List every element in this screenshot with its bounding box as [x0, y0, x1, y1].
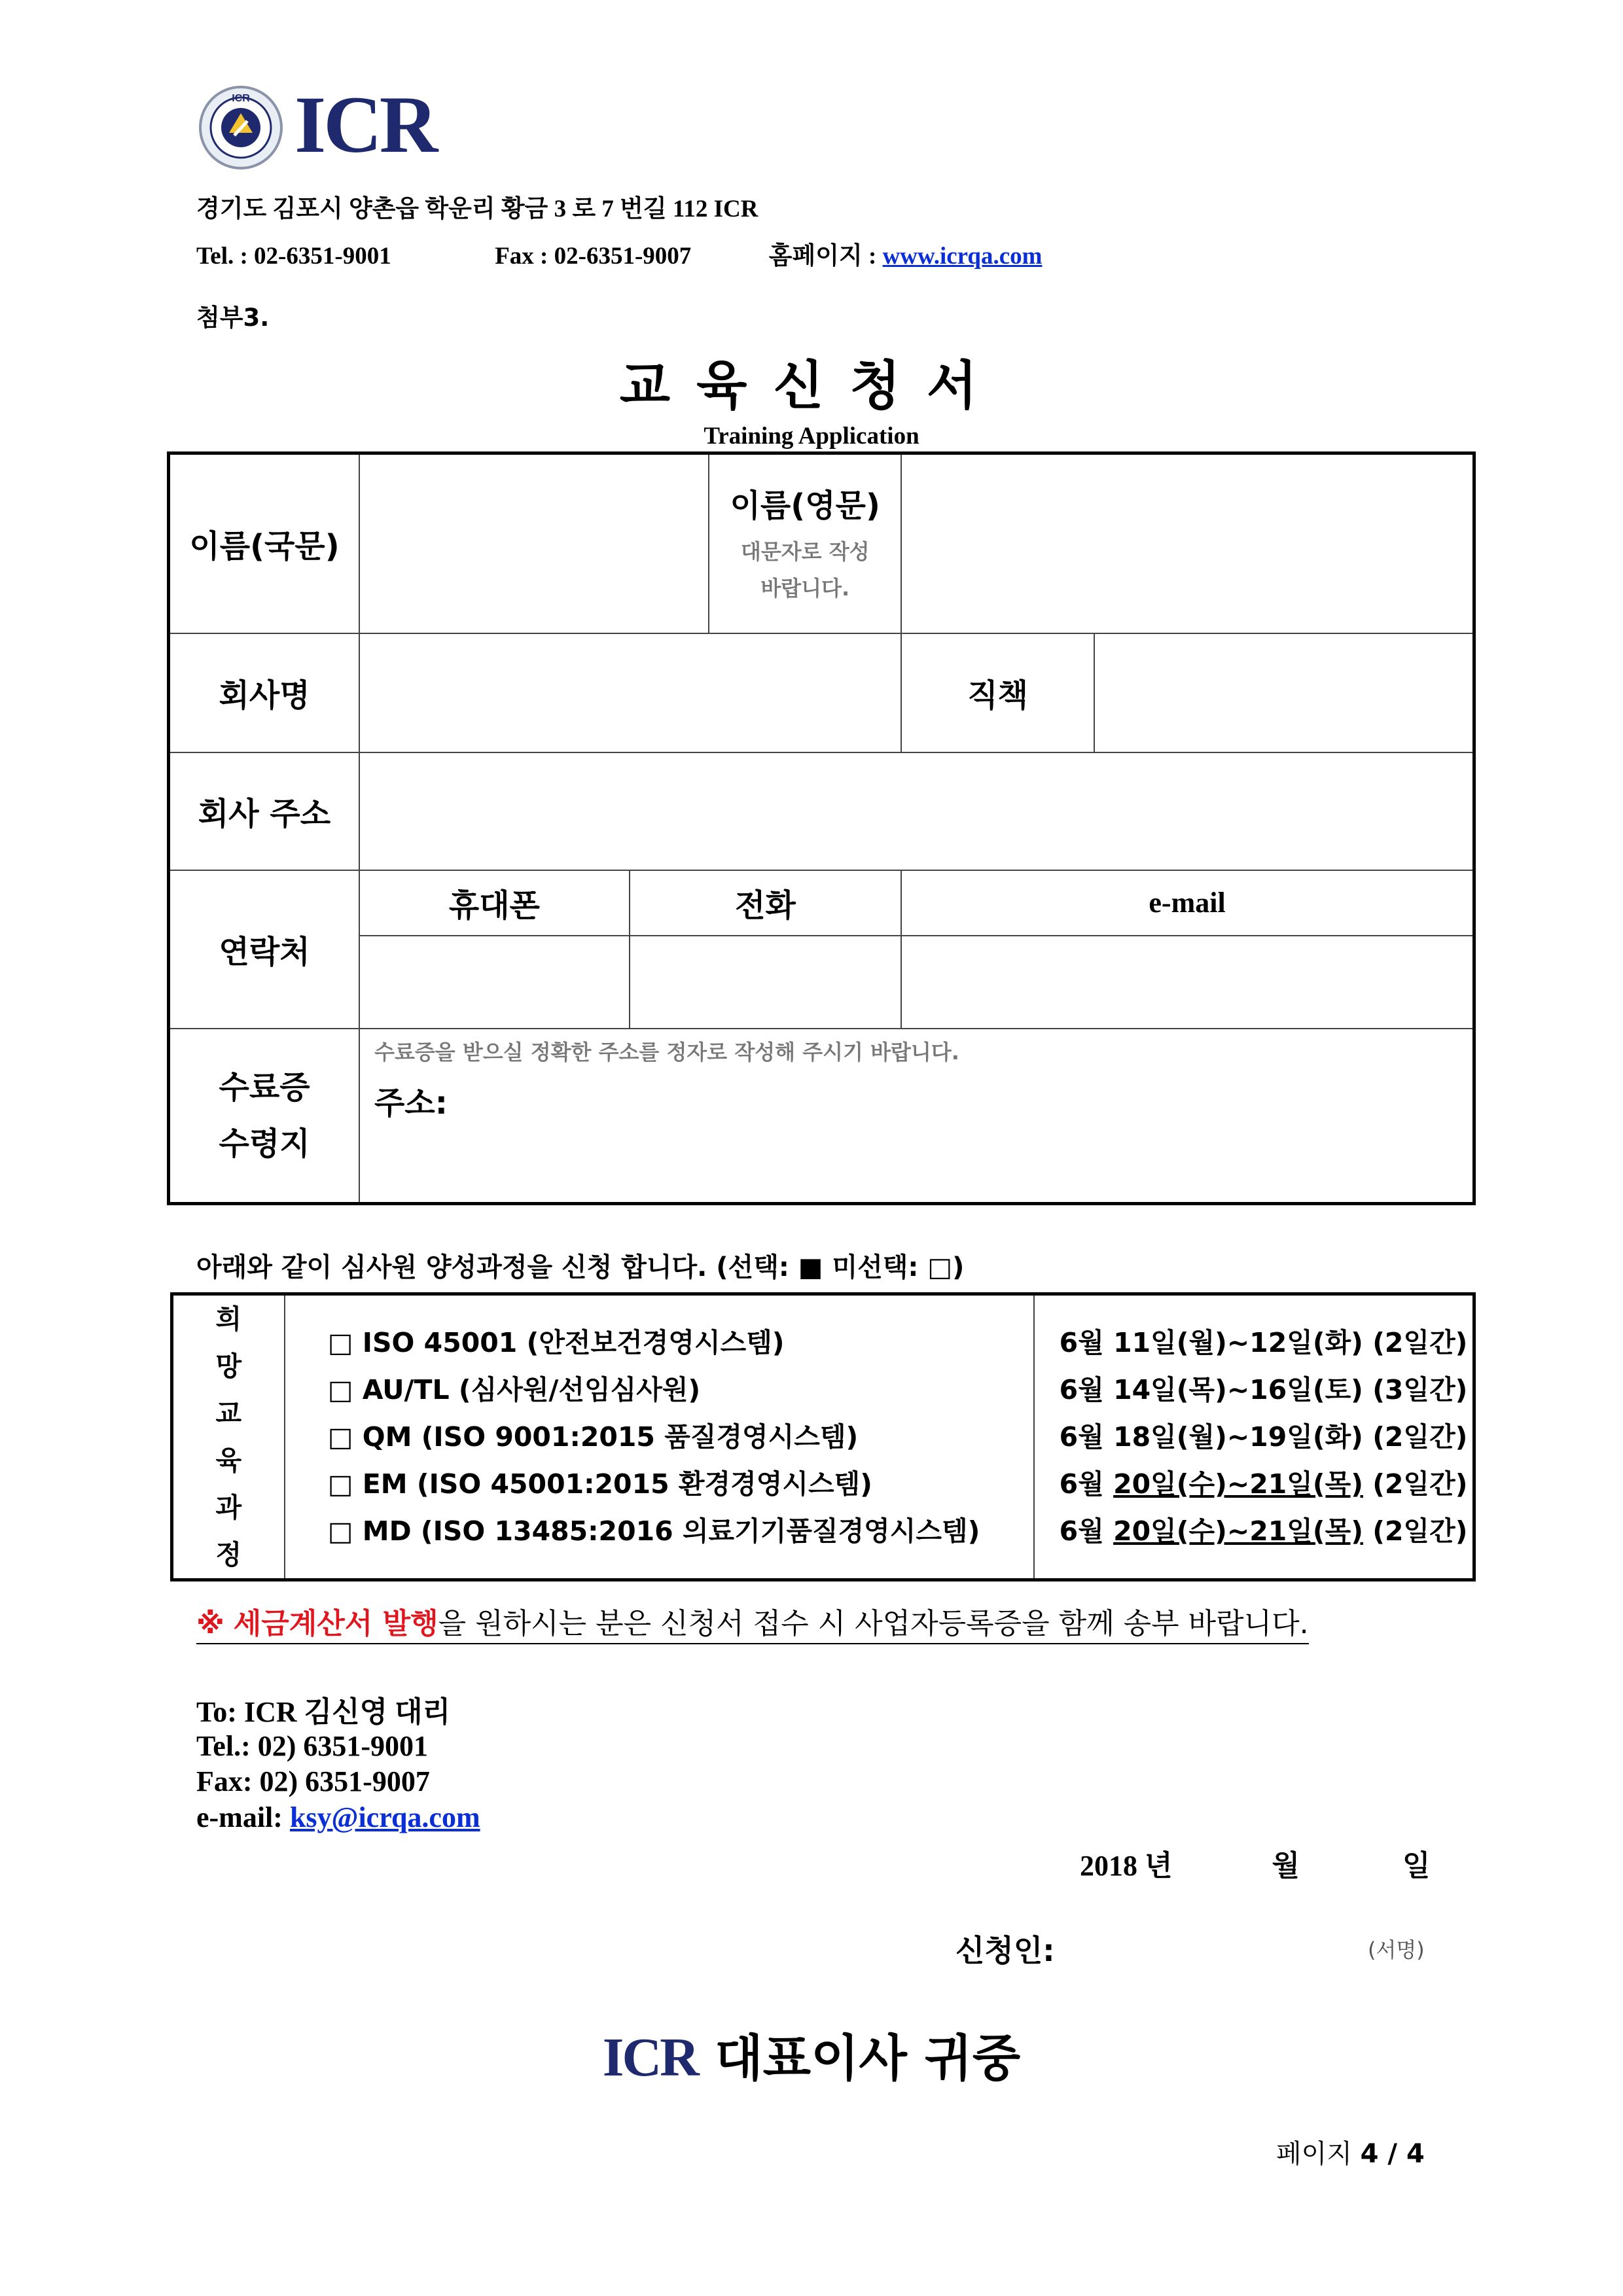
- application-date: [1080, 1842, 1433, 1884]
- name-en-label: 이름(영문): [730, 487, 880, 525]
- phone-field[interactable]: [630, 936, 901, 1029]
- page-total: 4: [1406, 2139, 1425, 2169]
- email-label: e-mail: [901, 870, 1474, 936]
- name-en-hint: 대문자로 작성 바랍니다.: [740, 539, 870, 601]
- course-name: ISO 45001 (안전보건경영시스템): [362, 1327, 785, 1358]
- course-dates: [1034, 1294, 1474, 1580]
- applicant-label: 신청인:: [955, 1933, 1055, 1968]
- selection-instruction: 아래와 같이 심사원 양성과정을 신청 합니다. (선택: ■ 미선택: □): [196, 1252, 965, 1282]
- tax-invoice-notice: [196, 1600, 1309, 1644]
- date-year: 2018: [1080, 1850, 1137, 1882]
- name-en-field[interactable]: [901, 453, 1474, 633]
- notice-text: 을 원하시는 분은 신청서 접수 시 사업자등록증을 함께 송부 바랍니다.: [438, 1607, 1309, 1640]
- course-date: 6월 11일(월)~12일(화) (2일간): [1059, 1327, 1468, 1358]
- course-date: 6월 14일(목)~16일(토) (3일간): [1059, 1374, 1468, 1405]
- position-label: 직책: [901, 633, 1094, 752]
- course-table: [170, 1292, 1476, 1581]
- course-option[interactable]: [328, 1508, 1033, 1555]
- checkbox-icon[interactable]: □: [327, 1421, 353, 1453]
- page-current: 4: [1360, 2139, 1379, 2169]
- notice-highlight: 세금계산서 발행: [233, 1607, 438, 1640]
- date-month: 6월: [1059, 1515, 1104, 1547]
- mobile-field[interactable]: [359, 936, 630, 1029]
- position-field[interactable]: [1094, 633, 1474, 752]
- icr-logo: [196, 82, 471, 173]
- mobile-label: 휴대폰: [359, 870, 630, 936]
- date-day-unit: 일: [1402, 1850, 1431, 1882]
- course-name: MD (ISO 13485:2016 의료기기품질경영시스템): [362, 1515, 980, 1547]
- date-range: 20일(수)~21일(목): [1113, 1468, 1363, 1500]
- course-date: [1060, 1460, 1472, 1508]
- course-name: AU/TL (심사원/선임심사원): [362, 1374, 701, 1405]
- page-title: 교육신청서: [619, 355, 1004, 416]
- course-date: [1060, 1508, 1472, 1555]
- recipient-email-line: [196, 1801, 480, 1834]
- recipient-email-link[interactable]: ksy@icrqa.com: [289, 1801, 480, 1833]
- course-name: QM (ISO 9001:2015 품질경영시스템): [362, 1421, 859, 1453]
- cert-hint: 수료증을 받으실 정확한 주소를 정자로 작성해 주시기 바랍니다.: [374, 1039, 959, 1065]
- company-address-field[interactable]: [359, 752, 1474, 870]
- cert-label-text: 수료증 수령지: [219, 1069, 310, 1162]
- date-days: (2일간): [1372, 1468, 1468, 1500]
- company-field[interactable]: [359, 633, 901, 752]
- checkbox-icon[interactable]: □: [327, 1374, 353, 1405]
- company-address-label: 회사 주소: [169, 752, 360, 870]
- cert-address-field[interactable]: [359, 1029, 1474, 1204]
- page-subtitle: Training Application: [704, 423, 919, 450]
- course-option[interactable]: [328, 1413, 1033, 1460]
- cert-address-label: [169, 1029, 360, 1204]
- page-number: 페이지 4 / 4: [1276, 2139, 1425, 2169]
- checkbox-icon[interactable]: □: [327, 1327, 353, 1358]
- email-field[interactable]: [901, 936, 1474, 1029]
- recipient-to: To: ICR 김신영 대리: [196, 1696, 451, 1728]
- application-form: [167, 451, 1476, 1205]
- name-kr-label: 이름(국문): [169, 453, 360, 633]
- course-option[interactable]: [328, 1460, 1033, 1508]
- name-kr-field[interactable]: [359, 453, 709, 633]
- homepage-link[interactable]: www.icrqa.com: [882, 243, 1043, 270]
- course-label-text: 희망 교육 과정: [215, 1303, 242, 1570]
- checkbox-icon[interactable]: □: [327, 1468, 353, 1500]
- name-en-label-cell: [709, 453, 901, 633]
- recipient-email-label: e-mail:: [196, 1801, 283, 1833]
- phone-label: 전화: [630, 870, 901, 936]
- course-names: [285, 1294, 1034, 1580]
- recipient-footer: [0, 2019, 1623, 2090]
- date-month-unit: 월: [1272, 1850, 1300, 1882]
- attachment-label: 첨부3.: [196, 304, 270, 332]
- recipient-fax: Fax: 02) 6351-9007: [196, 1765, 430, 1797]
- date-year-unit: 년: [1145, 1850, 1173, 1882]
- footer-logo: ICR: [602, 2027, 698, 2088]
- recipient-tel: Tel.: 02) 6351-9001: [196, 1730, 429, 1762]
- header-tel: Tel. : 02-6351-9001: [196, 243, 391, 270]
- logo-wordmark: ICR: [294, 80, 436, 169]
- course-name: EM (ISO 45001:2015 환경경영시스템): [362, 1468, 872, 1500]
- cert-address-prefix: 주소:: [374, 1084, 448, 1122]
- company-label: 회사명: [169, 633, 360, 752]
- page-label: 페이지: [1276, 2139, 1352, 2169]
- course-option[interactable]: [328, 1319, 1033, 1366]
- date-range: 20일(수)~21일(목): [1113, 1515, 1363, 1547]
- checkbox-icon[interactable]: □: [327, 1515, 353, 1547]
- course-option[interactable]: [328, 1366, 1033, 1413]
- homepage-label: 홈페이지 :: [768, 243, 877, 270]
- contact-line: [196, 236, 1042, 271]
- header-fax: Fax : 02-6351-9007: [495, 243, 692, 270]
- footer-text: 대표이사 귀중: [715, 2029, 1021, 2087]
- date-month: 6월: [1059, 1468, 1104, 1500]
- course-label: [172, 1294, 285, 1580]
- contact-label: 연락처: [169, 870, 360, 1029]
- svg-text:ICR: ICR: [232, 93, 250, 104]
- signature-hint: (서명): [1368, 1937, 1425, 1962]
- notice-mark: ※: [196, 1607, 224, 1640]
- course-date: 6월 18일(월)~19일(화) (2일간): [1059, 1421, 1468, 1453]
- company-address-line: 경기도 김포시 양촌읍 학운리 황금 3 로 7 번길 112 ICR: [196, 196, 758, 222]
- date-days: (2일간): [1372, 1515, 1468, 1547]
